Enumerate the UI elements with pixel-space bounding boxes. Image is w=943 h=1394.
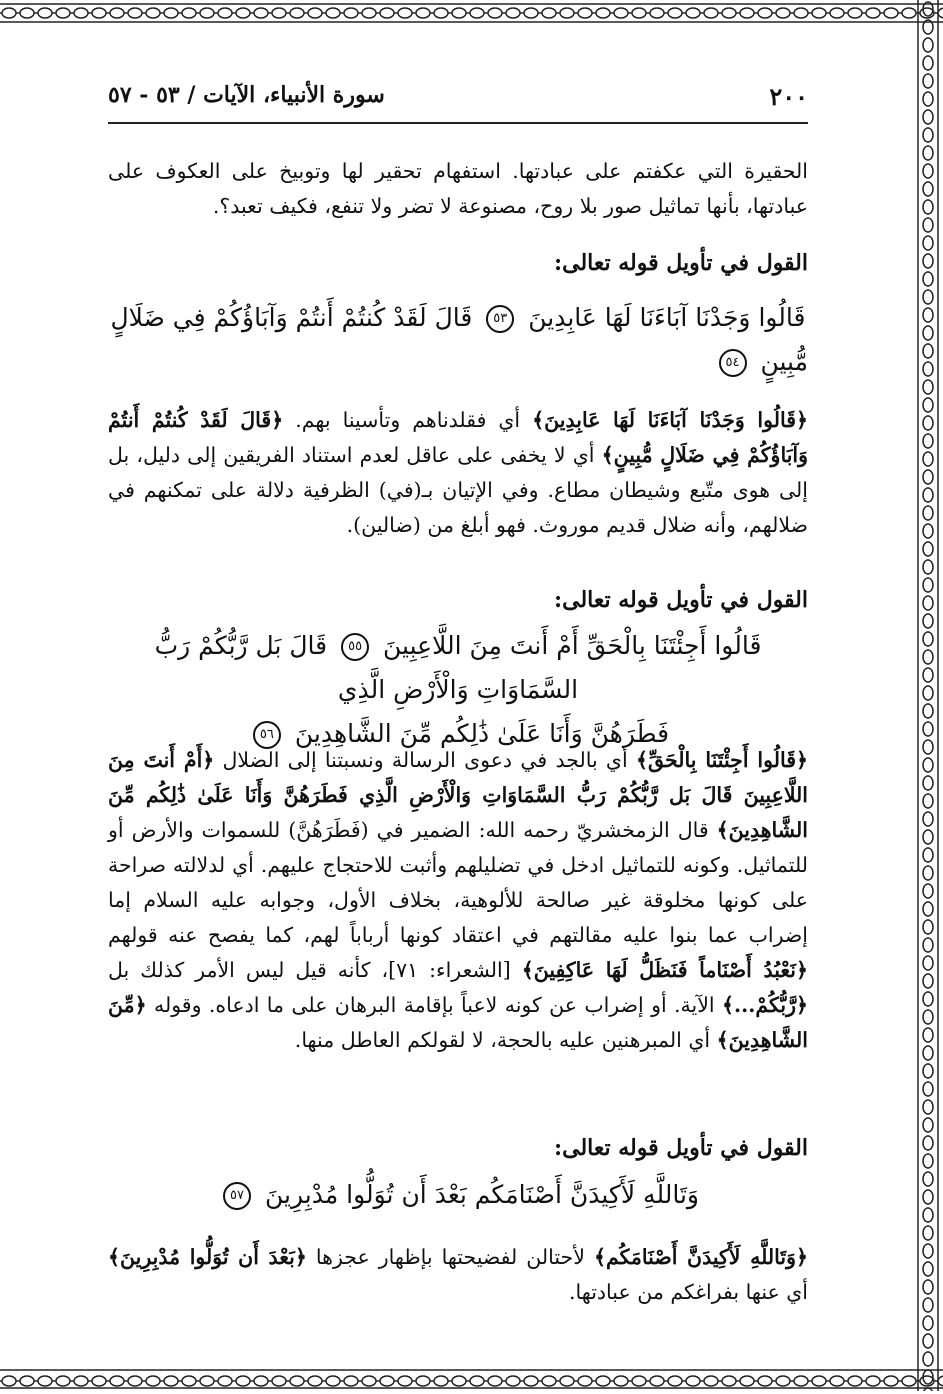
paragraph-text — [108, 743, 808, 1058]
verse-text: قَالُوا وَجَدْنَا آبَاءَنَا لَهَا عَابِدِينَ — [528, 303, 806, 332]
commentary-text: أي المبرهنين عليه بالحجة، لا لقولكم العاطل منها. — [294, 1028, 717, 1052]
verse-block-2 — [108, 624, 808, 756]
commentary-text: أي بالجد في دعوى الرسالة ونسبتنا إلى الضلال — [214, 748, 636, 772]
quran-quote: ﴿قَالَ لَقَدْ كُنتُمْ أَنتُمْ وَآبَاؤُكُمْ فِي ضَلَالٍ مُّبِينٍ﴾ — [108, 408, 808, 467]
verse-number-marker: ٥٥ — [341, 633, 369, 661]
verse-line — [108, 340, 808, 384]
verse-block-1 — [108, 296, 808, 384]
verse-number-marker: ٥٤ — [719, 349, 747, 377]
paragraph-text — [108, 1240, 808, 1310]
commentary-text: أي لا يخفى على عاقل لعدم استناد الفريقين إلى دليل، بل إلى هوى متّبع وشيطان مطاع. وفي الإتيان بـ(في) الظرفية دلالة على تمكنهم في ضلالهم، وأنه ضلال قديم موروث. فهو أبلغ من (ضالين). — [108, 443, 808, 537]
paragraph-1 — [108, 154, 808, 224]
paragraph-text — [108, 403, 808, 543]
verse-line — [108, 624, 808, 712]
verse-line — [108, 296, 808, 340]
quran-quote: ﴿مِّنَ الشَّاهِدِينَ﴾ — [108, 993, 808, 1052]
section-heading-1 — [108, 245, 808, 281]
paragraph-2 — [108, 403, 808, 543]
heading-text: القول في تأويل قوله تعالى: — [554, 587, 808, 613]
quran-quote: ﴿نَعْبُدُ أَصْنَاماً فَنَظَلُّ لَهَا عَاكِفِينَ﴾ — [521, 958, 809, 982]
paragraph-4 — [108, 1240, 808, 1310]
page-number: ٢٠٠ — [769, 82, 808, 111]
quran-quote: ﴿وَتَاللَّهِ لَأَكِيدَنَّ أَصْنَامَكُم﴾ — [593, 1245, 809, 1269]
verse-text: قَالَ بَل رَّبُّكُمْ رَبُّ السَّمَاوَاتِ وَالْأَرْضِ الَّذِي — [154, 631, 579, 704]
verse-line — [108, 1173, 808, 1217]
page-header — [108, 82, 808, 116]
right-ornamental-border — [913, 0, 943, 1391]
section-heading-2 — [108, 582, 808, 618]
verse-number-marker: ٥٦ — [253, 721, 281, 749]
paragraph-text: الحقيرة التي عكفتم على عبادتها. استفهام تحقير لها وتوبيخ على العكوف على عبادتها، بأنها تماثيل صور بلا روح، مصنوعة لا تضر ولا تنفع، فكيف تعبد؟. — [108, 159, 808, 218]
quran-quote: ﴿رَّبُّكُمْ...﴾ — [721, 993, 808, 1017]
commentary-text: الآية. أو إضراب عن كونه لاعباً بإقامة البرهان على ما ادعاه. وقوله — [146, 993, 722, 1017]
heading-text: القول في تأويل قوله تعالى: — [554, 1135, 808, 1161]
commentary-text: أي عنها بفراغكم من عبادتها. — [569, 1280, 808, 1304]
section-heading-3 — [108, 1130, 808, 1166]
commentary-text: أي فقلدناهم وتأسينا بهم. — [283, 408, 533, 432]
verse-text: فَطَرَهُنَّ وَأَنَا عَلَىٰ ذَٰلِكُم مِّنَ الشَّاهِدِينَ — [294, 719, 670, 748]
commentary-text: [الشعراء: ٧١]، كأنه قيل ليس الأمر كذلك بل — [108, 958, 522, 982]
verse-text: قَالَ لَقَدْ كُنتُمْ أَنتُمْ وَآبَاؤُكُمْ فِي ضَلَالٍ — [110, 303, 473, 332]
bottom-ornamental-border — [0, 1368, 943, 1394]
paragraph-3 — [108, 743, 808, 1058]
quran-quote: ﴿قَالُوا وَجَدْنَا آبَاءَنَا لَهَا عَابِدِينَ﴾ — [532, 408, 809, 432]
verse-block-3 — [108, 1173, 808, 1217]
running-title: سورة الأنبياء، الآيات / ٥٣ - ٥٧ — [108, 82, 385, 108]
verse-number-marker: ٥٧ — [223, 1182, 251, 1210]
header-divider — [108, 122, 808, 124]
commentary-text: لأحتالن لفضيحتها بإظهار عجزها — [306, 1245, 594, 1269]
quran-quote: ﴿أَمْ أَنتَ مِنَ اللَّاعِبِينَ قَالَ بَل رَّبُّكُمْ رَبُّ السَّمَاوَاتِ وَالْأَرْضِ الَّذِي فَطَرَهُنَّ وَأَنَا عَلَىٰ ذَٰلِكُم مِّنَ الشَّاهِدِينَ﴾ — [108, 748, 808, 842]
verse-text: مُّبِينٍ — [760, 347, 808, 376]
verse-number-marker: ٥٣ — [486, 305, 514, 333]
heading-text: القول في تأويل قوله تعالى: — [554, 250, 808, 276]
commentary-text: قال الزمخشريّ رحمه الله: الضمير في (فَطَرَهُنَّ) للسموات والأرض أو للتماثيل. وكونه للتماثيل ادخل في تضليلهم وأثبت للاحتجاج عليهم. أي لدلالته صراحة على كونها مخلوقة غير صالحة للألوهية، بخلاف الأول، وجوابه عليه السلام إما إضراب عما بنوا عليه مقالتهم في اعتقاد كونها أرباباً لهم، كما يفصح عنه قولهم — [108, 818, 808, 947]
quran-quote: ﴿بَعْدَ أَن تُوَلُّوا مُدْبِرِينَ﴾ — [108, 1245, 307, 1269]
verse-text: قَالُوا أَجِئْتَنَا بِالْحَقِّ أَمْ أَنتَ مِنَ اللَّاعِبِينَ — [383, 631, 762, 660]
verse-text: وَتَاللَّهِ لَأَكِيدَنَّ أَصْنَامَكُم بَعْدَ أَن تُوَلُّوا مُدْبِرِينَ — [264, 1180, 699, 1209]
quran-quote: ﴿قَالُوا أَجِئْتَنَا بِالْحَقِّ﴾ — [635, 748, 808, 772]
top-ornamental-border — [0, 0, 943, 26]
